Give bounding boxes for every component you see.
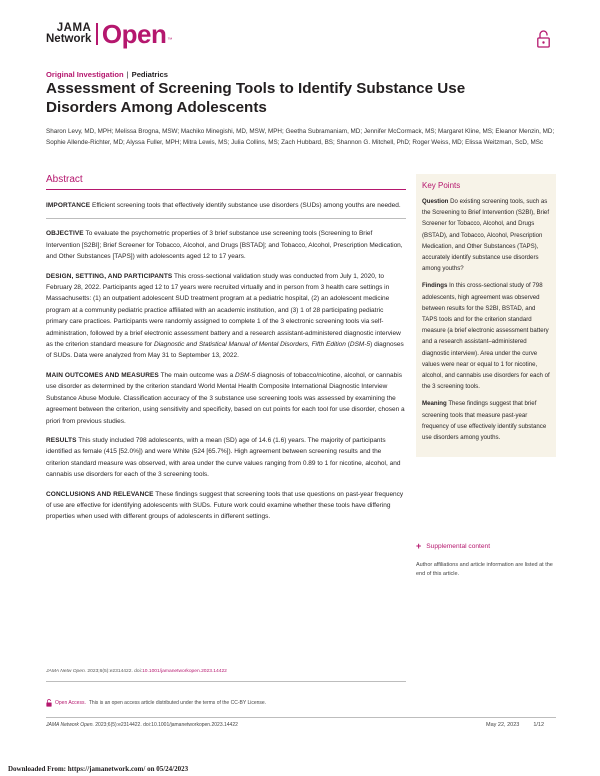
dsm5-italic: DSM-5 bbox=[349, 341, 371, 349]
supplemental-label: Supplemental content bbox=[426, 542, 491, 550]
footer-page-info bbox=[486, 722, 544, 728]
open-access-label[interactable]: Open Access. bbox=[55, 700, 86, 706]
article-subject: Pediatrics bbox=[131, 70, 168, 79]
key-points-question bbox=[422, 196, 550, 274]
dsm-edition-italic: Fifth Edition bbox=[311, 341, 346, 349]
download-stamp: Downloaded From: https://jamanetwork.com/ on 05/24/2023 bbox=[8, 765, 189, 773]
citation-divider bbox=[46, 681, 406, 682]
footer-divider bbox=[46, 717, 556, 718]
meaning-label: Meaning bbox=[422, 400, 447, 408]
section-separator: | bbox=[126, 70, 129, 79]
design-paren: ( bbox=[345, 341, 350, 349]
design-text-end: ) diagnoses of SUDs. Data were analyzed from May 31 to September 13, 2022. bbox=[46, 341, 404, 360]
footer-page-number: 1/12 bbox=[533, 722, 545, 728]
open-access-lock-icon bbox=[46, 699, 52, 707]
affiliations-note: Author affiliations and article information are listed at the end of this article. bbox=[416, 562, 553, 577]
abstract-objective bbox=[46, 218, 406, 262]
outcomes-dsm5-italic: DSM-5 bbox=[235, 371, 256, 379]
abstract-results bbox=[46, 435, 406, 481]
design-text: This cross-sectional validation study was conducted from July 1, 2020, to February 28, 2022. Participants aged 12 to 17 years were recruited virtually and in person from 3 health care settings in Massachusetts: (1) an outpatient adolescent SUD treatment program at a pediatric hospital, (2) an adolescent medicine program at a community pediatric practice affiliated with an academic institution, and (3) 1 of 28 participating pediatric primary care practices. Participants were randomly assigned to complete 1 of the 3 electronic screening tools via self-administration, followed by a brief electronic assessment battery and a research assistant-administered diagnostic interview as the criterion standard measure for bbox=[46, 272, 401, 349]
meaning-text: These findings suggest that brief screening tools that measure past-year frequency of use effectively identify substance use disorders among youths. bbox=[422, 400, 547, 442]
question-label: Question bbox=[422, 198, 449, 205]
citation-journal: JAMA Netw Open. bbox=[46, 669, 87, 674]
key-points-box bbox=[416, 174, 556, 457]
supplemental-content-link[interactable] bbox=[416, 541, 490, 551]
article-section-label bbox=[46, 70, 168, 79]
logo-trademark: ™ bbox=[167, 37, 173, 43]
logo-line-jama: JAMA bbox=[56, 22, 92, 34]
logo-line-network: Network bbox=[46, 33, 92, 45]
key-points-meaning bbox=[422, 398, 550, 443]
abstract-design bbox=[46, 271, 406, 362]
logo-open: Open bbox=[101, 19, 167, 49]
abstract-conclusions bbox=[46, 489, 406, 523]
footer-journal: JAMA Network Open. bbox=[46, 722, 94, 728]
findings-text: In this cross-sectional study of 798 adolescents, high agreement was observed between results for the S2BI, BSTAD, and TAPS tools and for the criterion standard measure (a brief electronic assessment battery and a research assistant–administered diagnostic interview). Area under the curve values were near or equal to 1 for nicotine, alcohol, and cannabis use disorders for each of the 3 screening tools. bbox=[422, 282, 550, 391]
objective-text: To evaluate the psychometric properties of 3 brief substance use screening tools (Screening to Brief Intervention [S2BI]; Brief Screener for Tobacco, Alcohol, and Drugs [BSTAD]; and Tobacco, Alcohol, Prescription Medication, and Other Substances [TAPS]) with adolescents aged 12 to 17 years. bbox=[46, 230, 403, 261]
conclusions-text: These findings suggest that screening tools that use questions on past-year frequency of use are effective for identifying adolescents with SUDs. Future work could examine whether these tools have differing properties when used with different groups of adolescents in different settings. bbox=[46, 490, 404, 521]
abstract-outcomes bbox=[46, 370, 406, 427]
outcomes-label: MAIN OUTCOMES AND MEASURES bbox=[46, 371, 159, 379]
results-text: This study included 798 adolescents, with a mean (SD) age of 14.6 (1.6) years. The majority of participants identified as female (415 [52.0%]) and were White (524 [65.7%]). High agreement between screening results and the criterion standard measure was observed, with area under the curve values ranging from 0.89 to 1 for nicotine, alcohol, and cannabis use disorders for each of the 3 screening tools. bbox=[46, 436, 401, 479]
importance-label: IMPORTANCE bbox=[46, 202, 91, 209]
article-type: Original Investigation bbox=[46, 70, 124, 79]
open-access-text: This is an open access article distributed under the terms of the CC-BY License. bbox=[88, 700, 267, 706]
footer-ref: 2023;6(5):e2314422. doi:10.1001/jamanetworkopen.2023.14422 bbox=[93, 722, 238, 728]
article-title: Assessment of Screening Tools to Identify Substance Use Disorders Among Adolescents bbox=[46, 80, 466, 116]
findings-label: Findings bbox=[422, 282, 448, 290]
footer-date: May 22, 2023 bbox=[486, 722, 520, 728]
author-list: Sharon Levy, MD, MPH; Melissa Brogna, MSW; Machiko Minegishi, MD, MSW, MPH; Geetha Subramaniam, MD; Jennifer McCormack, MS; Margaret Kline, MS; Eleanor Menzin, MD; Sophie Allende-Richter, MD; Alyssa Fuller, MPH; Mitra Lewis, MS; Julia Collins, MS; Zach Hubbard, BS; Shannon G. Mitchell, PhD; Roger Weiss, MD; Elissa Weitzman, ScD, MSc bbox=[46, 128, 555, 146]
logo-wordmark bbox=[46, 23, 91, 45]
open-access-notice bbox=[46, 699, 266, 707]
logo-divider bbox=[96, 23, 98, 45]
dsm-title-italic: Diagnostic and Statistical Manual of Mental Disorders bbox=[154, 341, 308, 349]
key-points-heading: Key Points bbox=[422, 181, 461, 190]
results-label: RESULTS bbox=[46, 436, 77, 444]
question-text: Do existing screening tools, such as the Screening to Brief Intervention (S2BI), Brief Screener for Tobacco, Alcohol, and Drugs (BSTAD), and Tobacco, Alcohol, Prescription Medication, and Other Substances (TAPS), accurately identify substance use disorders among youths? bbox=[422, 198, 550, 273]
outcomes-text-end: diagnosis of tobacco/nicotine, alcohol, or cannabis use disorder as determined by the criterion standard World Mental Health Composite International Diagnostic Interview Substance Abuse Module. Classification accuracy of the 3 substance use screening tools was assessed by examining the agreement between the criterion, using sensitivity and specificity, based on cut points for each tool for use disorder, chosen a priori from previous studies. bbox=[46, 371, 405, 425]
plus-icon: + bbox=[416, 541, 422, 551]
objective-label: OBJECTIVE bbox=[46, 230, 84, 238]
citation-ref: 2023;6(5):e2314422. doi: bbox=[86, 669, 143, 674]
citation bbox=[46, 669, 406, 674]
footer-citation bbox=[46, 722, 238, 728]
design-comma: , bbox=[307, 341, 312, 349]
design-label: DESIGN, SETTING, AND PARTICIPANTS bbox=[46, 272, 173, 280]
jama-network-open-logo[interactable] bbox=[46, 19, 173, 49]
doi-link[interactable]: 10.1001/jamanetworkopen.2023.14422 bbox=[142, 669, 227, 674]
importance-text: Efficient screening tools that effectively identify substance use disorders (SUDs) among youths are needed. bbox=[92, 202, 401, 209]
abstract bbox=[46, 174, 406, 530]
abstract-importance bbox=[46, 200, 406, 211]
open-lock-icon bbox=[537, 30, 550, 48]
abstract-heading: Abstract bbox=[46, 174, 406, 190]
outcomes-text: The main outcome was a bbox=[160, 371, 236, 379]
conclusions-label: CONCLUSIONS AND RELEVANCE bbox=[46, 490, 154, 498]
key-points-findings bbox=[422, 280, 550, 392]
